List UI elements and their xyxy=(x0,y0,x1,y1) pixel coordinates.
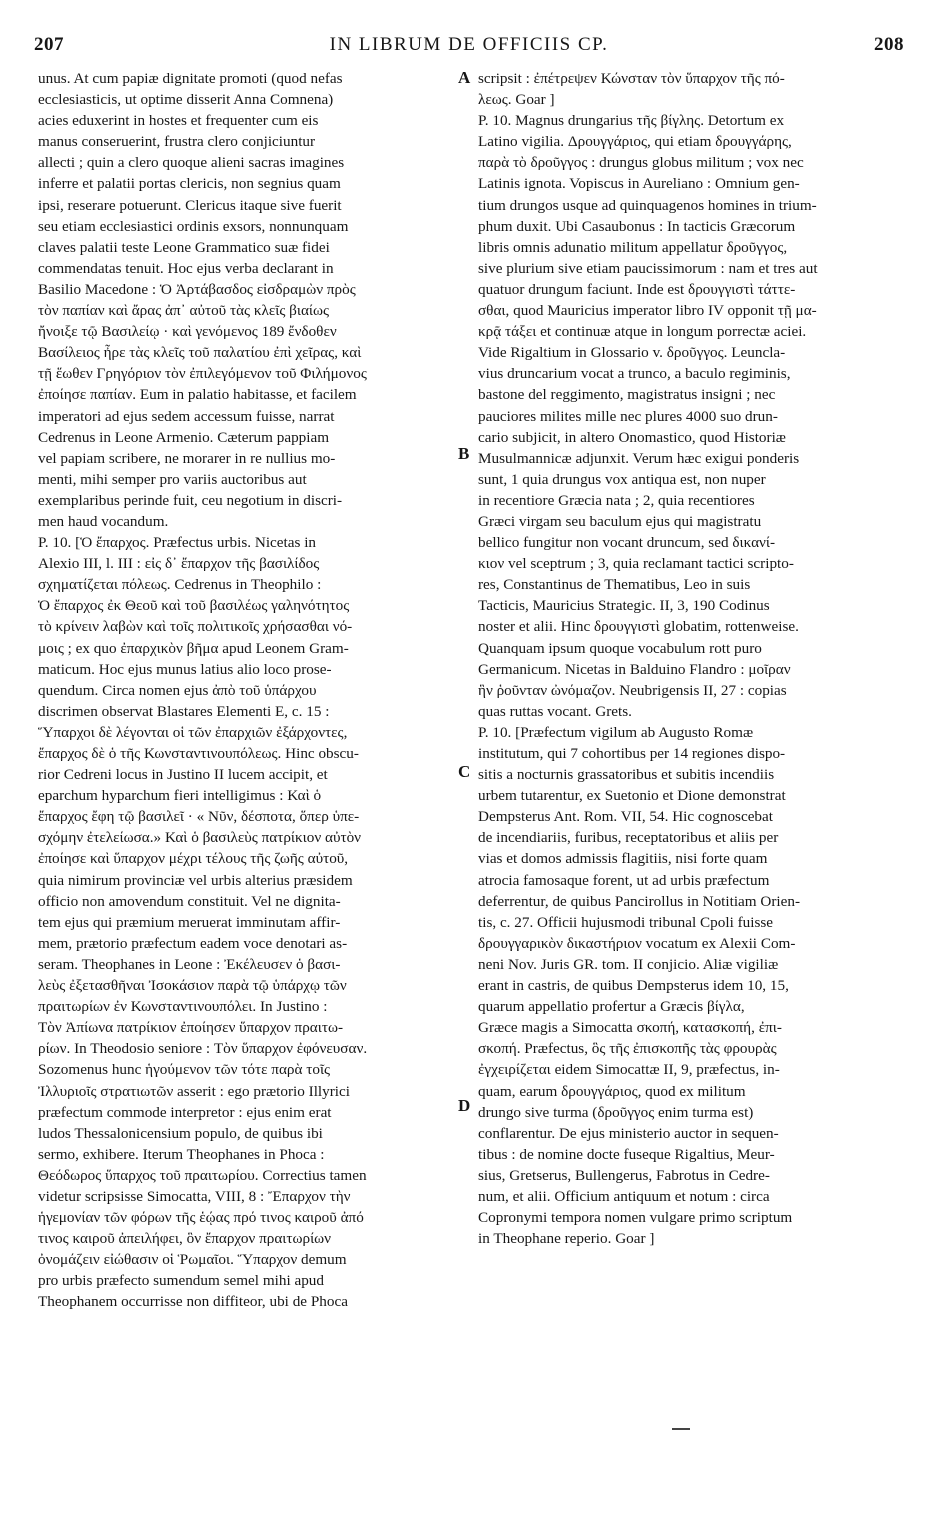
text-line: ἔπαρχος δὲ ὁ τῆς Κωνσταντινουπόλεως. Hinc obscu- xyxy=(38,745,359,762)
text-line: ἐποίησε παπίαν. Eum in palatio habitasse, et facilem xyxy=(38,386,357,404)
text-line: λεὺς ἐξετασθῆναι Ἰσοκάσιον παρὰ τῷ ὑπάρχῳ τῶν xyxy=(38,977,347,995)
text-line: sunt, 1 quia drungus vox antiqua est, non nuper xyxy=(478,470,766,488)
text-line: quam, earum δρουγγάριος, quod ex militum xyxy=(478,1082,746,1100)
text-line: pro urbis præfecto sumendum semel mihi apud xyxy=(38,1272,324,1290)
text-line: manus conseruerint, frustra clero conjiciuntur xyxy=(38,133,316,151)
text-line: allecti ; quin a clero quoque alieni sacras imagines xyxy=(38,154,345,172)
text-line: urbem tutarentur, ex Suetonio et Dione demonstrat xyxy=(478,787,786,805)
text-line: τὸ κρίνειν λαβὼν καὶ τοῖς πολιτικοῖς χρήσασθαι νό- xyxy=(38,618,353,636)
text-line: σκοπή. Præfectus, ὃς τῆς ἐπισκοπῆς τὰς φρουρὰς xyxy=(478,1040,777,1058)
text-line: erant in castris, de quibus Dempsterus idem 10, 15, xyxy=(478,977,789,995)
text-line: Βασίλειος ἦρε τὰς κλεῖς τοῦ παλατίου ἐπὶ χεῖρας, καὶ xyxy=(38,344,362,362)
text-line: eparchum hyparchum fieri intelligimus : Καὶ ὁ xyxy=(38,787,322,805)
text-line: seram. Theophanes in Leone : Ἐκέλευσεν ὁ βασι- xyxy=(38,955,341,973)
text-line: κρᾷ τάξει et continuæ atque in longum porrectæ aciei. xyxy=(478,323,807,341)
text-line: de incendiariis, furibus, receptatoribus et aliis per xyxy=(478,829,779,847)
text-line: ρίων. In Theodosio seniore : Τὸν ὕπαρχον ἐφόνευσαν. xyxy=(38,1040,368,1058)
text-line: tem ejus qui præmium meruerat imminutam affir- xyxy=(38,913,341,931)
text-line: quarum appellatio profertur a Græcis βίγλα, xyxy=(478,998,745,1016)
text-line: in recentiore Græcia nata ; 2, quia recentiores xyxy=(478,491,755,509)
text-line: Theophanem occurrisse non diffiteor, ubi de Phoca xyxy=(38,1293,348,1311)
text-line: σχηματίζεται πόλεως. Cedrenus in Theophilo : xyxy=(38,576,322,594)
text-line: libris omnis adunatio militum appellatur δροῦγγος, xyxy=(478,238,788,256)
text-line: neni Nov. Juris GR. tom. II conjicio. Aliæ vigiliæ xyxy=(478,955,779,973)
text-line: σθαι, quod Mauricius imperator libro IV opponit τῇ μα- xyxy=(478,302,817,320)
text-line: sermo, exhibere. Iterum Theophanes in Phoca : xyxy=(38,1145,325,1163)
text-line: unus. At cum papiæ dignitate promoti (quod nefas xyxy=(38,70,343,87)
text-line: rior Cedreni locus in Justino II lucem accipit, et xyxy=(38,766,328,784)
text-line: bellico fungitur non vocant druncum, sed δικανί- xyxy=(478,534,776,552)
text-line: P. 10. Magnus drungarius τῆς βίγλης. Detortum ex xyxy=(478,112,785,130)
text-line: acies eduxerint in hostes et frequenter cum eis xyxy=(38,112,319,130)
text-line: men haud vocandum. xyxy=(38,512,169,530)
text-line: Musulmannicæ adjunxit. Verum hæc exigui ponderis xyxy=(478,449,800,467)
text-line: τὸν παπίαν καὶ ἄρας ἀπ᾽ αὐτοῦ τὰς κλεῖς βιαίως xyxy=(38,302,330,320)
text-line: παρὰ τὸ δροῦγγος : drungus globus militum ; vox nec xyxy=(478,154,804,172)
text-line: ἐγχειρίζεται eidem Simocattæ II, 9, præfectus, in- xyxy=(478,1061,780,1079)
text-line: quas ruttas vocant. Grets. xyxy=(478,702,632,720)
text-line: Vide Rigaltium in Glossario v. δροῦγγος. Leuncla- xyxy=(478,344,786,362)
text-line: ἡγεμονίαν τῶν φόρων τῆς ἑῴας πρό τινος καιροῦ ἀπό xyxy=(38,1209,364,1227)
text-line: P. 10. [Ὁ ἔπαρχος. Præfectus urbis. Nicetas in xyxy=(38,534,317,552)
text-line: num, et alii. Officium antiquum et notum : circa xyxy=(478,1187,770,1205)
text-line: drungo sive turma (δροῦγγος enim turma est) xyxy=(478,1103,754,1121)
text-line: Latino vigilia. Δρουγγάριος, qui etiam δρουγγάρης, xyxy=(478,133,792,151)
text-line: P. 10. [Præfectum vigilum ab Augusto Romæ xyxy=(478,723,754,741)
text-line: inferre et palatii portas clericis, non segnius quam xyxy=(38,175,341,193)
margin-marker-d: D xyxy=(458,1096,471,1115)
text-line: ἐποίησε καὶ ὕπαρχον μέχρι τέλους τῆς ζωῆς αὐτοῦ, xyxy=(38,850,349,868)
text-line: tis, c. 27. Officii hujusmodi tribunal Cpoli fuisse xyxy=(478,913,774,931)
text-line: Θεόδωρος ὕπαρχος τοῦ πραιτωρίου. Correctius tamen xyxy=(38,1166,367,1184)
text-line: quatuor drungum faciunt. Inde est δρουγγιστὶ τάττε- xyxy=(478,280,796,298)
page-number-left: 207 xyxy=(34,34,64,55)
text-line: deferrentur, de quibus Pancirollus in Notitiam Orien- xyxy=(478,892,801,910)
text-line: σχόμην ἐτελείωσα.» Καὶ ὁ βασιλεὺς πατρίκιον αὐτὸν xyxy=(38,829,362,847)
text-line: vias et domos admissis flagitiis, nisi forte quam xyxy=(478,850,768,868)
text-line: Ὕπαρχοι δὲ λέγονται οἱ τῶν ἐπαρχιῶν ἐξάρχοντες, xyxy=(38,723,348,741)
text-line: λεως. Goar ] xyxy=(478,91,555,109)
text-line: πραιτωρίων ἐν Κωνσταντινουπόλει. In Justino : xyxy=(38,998,328,1016)
text-line: commendatas tenuit. Hoc ejus verba declarant in xyxy=(38,259,334,277)
text-line: Græci virgam seu baculum ejus qui magistratu xyxy=(478,512,762,530)
text-line: in Theophane reperio. Goar ] xyxy=(478,1230,655,1248)
text-line: tium drungos usque ad quinquagenos homines in trium- xyxy=(478,196,817,214)
text-line: noster et alii. Hinc δρουγγιστὶ globatim, rottenweise. xyxy=(478,618,799,636)
text-line: menti, mihi semper pro variis auctoribus aut xyxy=(38,470,307,488)
text-line: Copronymi tempora nomen vulgare primo scriptum xyxy=(478,1209,793,1227)
text-line: Τὸν Ἀπίωνα πατρίκιον ἐποίησεν ὕπαρχον πραιτω- xyxy=(38,1019,343,1037)
text-line: exemplaribus perinde fuit, ceu negotium in discri- xyxy=(38,491,343,509)
text-line: ipsi, reserare potuerunt. Clericus itaque sive fuerit xyxy=(38,196,342,214)
text-line: Ἰλλυριοῖς στρατιωτῶν asserit : ego prætorio Illyrici xyxy=(38,1082,350,1100)
text-line: Alexio III, l. III : εἰς δ᾽ ἔπαρχον τῆς βασιλίδος xyxy=(38,555,320,573)
text-line: bastone del reggimento, magistratus insigni ; nec xyxy=(478,386,776,404)
text-line: præfectum commode interpretor : ejus enim erat xyxy=(38,1103,332,1121)
text-line: Quanquam ipsum quoque vocabulum rott puro xyxy=(478,639,762,657)
text-line: Basilio Macedone : Ὁ Ἀρτάβασδος εἰσδραμὼν πρὸς xyxy=(38,280,356,298)
text-line: Cedrenus in Leone Armenio. Cæterum pappiam xyxy=(38,428,330,446)
end-ornament xyxy=(672,1428,690,1430)
text-line: videtur scripsisse Simocatta, VIII, 8 : Ἔπαρχον τὴν xyxy=(38,1187,351,1205)
left-column xyxy=(38,68,454,1313)
text-line: Ὁ ἔπαρχος ἐκ Θεοῦ καὶ τοῦ βασιλέως γαληνότητος xyxy=(38,597,350,615)
text-line: ὀνομάζειν εἰώθασιν οἱ Ῥωμαῖοι. Ὕπαρχον demum xyxy=(38,1251,347,1269)
text-line: vius druncarium vocat a trunco, a baculo regiminis, xyxy=(478,365,791,383)
text-line: Sozomenus hunc ἡγούμενον τῶν τότε παρὰ τοῖς xyxy=(38,1061,331,1079)
text-line: δρουγγαρικὸν δικαστήριον vocatum ex Alexii Com- xyxy=(478,934,796,952)
text-line: institutum, qui 7 cohortibus per 14 regiones dispo- xyxy=(478,745,786,762)
text-line: pauciores milites mille nec plures 4000 suo drun- xyxy=(478,407,778,425)
text-line: Germanicum. Nicetas in Balduino Flandro : μοῖραν xyxy=(478,660,791,678)
text-line: cario subjicit, in altero Onomastico, quod Historiæ xyxy=(478,428,786,446)
text-line: Græce magis a Simocatta σκοπή, κατασκοπή, ἐπι- xyxy=(478,1019,782,1037)
text-line: sive plurium sive etiam paucissimorum : nam et tres aut xyxy=(478,259,818,277)
right-column xyxy=(478,68,894,1249)
page-number-right: 208 xyxy=(874,34,904,55)
text-line: claves palatii teste Leone Grammatico suæ fidei xyxy=(38,238,330,256)
text-line: phum duxit. Ubi Casaubonus : In tacticis Græcorum xyxy=(478,217,796,235)
text-line: Tacticis, Mauricius Strategic. II, 3, 190 Codinus xyxy=(478,597,770,615)
text-line: ἣν ῥοῦνταν ὠνόμαζον. Neubrigensis II, 27 : copias xyxy=(478,681,787,699)
text-line: vel papiam scribere, ne morarer in re nullius mo- xyxy=(38,449,336,467)
text-line: ecclesiasticis, ut optime disserit Anna Comnena) xyxy=(38,91,334,109)
text-line: tibus : de nomine docte fuseque Rigaltius, Meur- xyxy=(478,1145,775,1163)
text-line: ludos Thessalonicensium populo, de quibus ibi xyxy=(38,1124,323,1142)
text-line: conflarentur. De ejus ministerio auctor in sequen- xyxy=(478,1124,779,1142)
page-header xyxy=(34,34,904,60)
text-line: maticum. Hoc ejus munus latius alio loco prose- xyxy=(38,660,332,678)
text-line: τῇ ἕωθεν Γρηγόριον τὸν ἐπιλεγόμενον τοῦ Φιλήμονος xyxy=(38,365,367,383)
text-line: quendum. Circa nomen ejus ἀπὸ τοῦ ὑπάρχου xyxy=(38,681,317,699)
running-title: IN LIBRUM DE OFFICIIS CP. xyxy=(329,34,609,55)
text-line: res, Constantinus de Thematibus, Leo in suis xyxy=(478,576,751,594)
margin-marker-c: C xyxy=(458,762,471,781)
text-line: atrocia famosaque forent, ut ad urbis præfectum xyxy=(478,871,770,889)
text-line: ἤνοιξε τῷ Βασιλείῳ · καὶ γενόμενος 189 ἔνδοθεν xyxy=(38,323,337,341)
margin-marker-b: B xyxy=(458,444,470,463)
text-line: Dempsterus Ant. Rom. VII, 54. Hic cognoscebat xyxy=(478,808,773,826)
margin-marker-a: A xyxy=(458,68,471,87)
text-line: ἔπαρχος ἔφη τῷ βασιλεῖ · « Νῦν, δέσποτα, ὅπερ ὑπε- xyxy=(38,808,360,826)
text-line: discrimen observat Blastares Elementi E, c. 15 : xyxy=(38,702,330,720)
text-line: officio non amovendum constituit. Vel ne dignita- xyxy=(38,892,341,910)
text-line: sius, Gretserus, Bullengerus, Fabrotus in Cedre- xyxy=(478,1166,770,1184)
text-line: κιον vel sceptrum ; 3, quia reclamant tactici scripto- xyxy=(478,555,794,573)
text-line: imperatori ad ejus sedem accessum fuisse, narrat xyxy=(38,407,335,425)
text-line: quia nimirum provinciæ vel urbis alterius præsidem xyxy=(38,871,353,889)
text-line: sitis a nocturnis grassatoribus et subitis incendiis xyxy=(478,766,775,784)
text-line: seu etiam ecclesiastici ordinis exsors, nonnunquam xyxy=(38,217,349,235)
text-line: τινος καιροῦ ἀπειλήφει, ὃν ἔπαρχον πραιτωρίων xyxy=(38,1230,332,1248)
text-line: Latinis ignota. Vopiscus in Aureliano : Omnium gen- xyxy=(478,175,800,193)
text-line: μοις ; ex quo ἐπαρχικὸν βῆμα apud Leonem Gram- xyxy=(38,639,349,657)
text-line: scripsit : ἐπέτρεψεν Κώνσταν τὸν ὕπαρχον τῆς πό- xyxy=(478,70,785,87)
text-line: mem, prætorio præfectum eadem voce denotari as- xyxy=(38,934,348,952)
